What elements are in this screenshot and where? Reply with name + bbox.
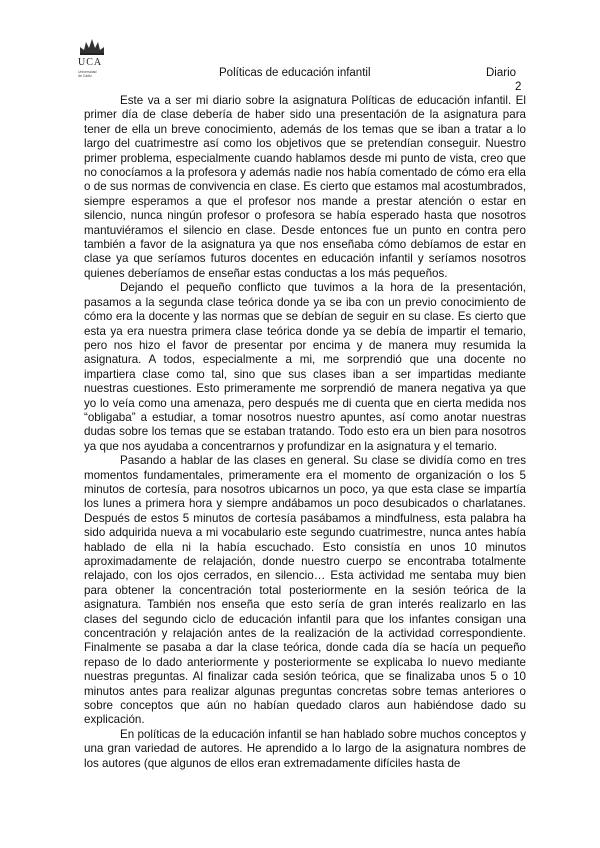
paragraph: En políticas de la educación infantil se han hablado sobre muchos conceptos y una gran variedad de autores. He aprendido a lo largo de la asignatura nombres de los autores (que algunos de ellos eran extremadamente difíciles hasta de xyxy=(84,727,526,770)
paragraph: Dejando el pequeño conflicto que tuvimos a la hora de la presentación, pasamos a la segunda clase teórica donde ya se iba con un previo conocimiento de cómo era la docente y las normas que se debían de seguir en su clase. Es cierto que esta ya era nuestra primera clase teórica donde ya se debía de impartir el temario, pero nos hizo el favor de presentar por encima y de manera muy resumida la asignatura. A todos, especialmente a mi, me sorprendió que una docente no impartiera clase como tal, sino que sus clases iban a ser impartidas mediante nuestras cuestiones. Esto primeramente me sorprendió de manera negativa ya que yo lo veía como una amenaza, pero después me di cuenta que en cierta medida nos “obligaba” a estudiar, a tomar nosotros nuestro apuntes, así como anotar nuestras dudas sobre los temas que se estaban tratando. Todo esto era un bien para nosotros ya que nos ayudaba a concentrarnos y profundizar en la asignatura y el temario. xyxy=(84,281,526,453)
crown-icon xyxy=(77,38,107,56)
document-body xyxy=(84,94,526,771)
page-number: 2 xyxy=(515,81,522,93)
logo-subtext: Universidad de Cádiz xyxy=(78,70,97,78)
paragraph: Pasando a hablar de las clases en general. Su clase se dividía como en tres momentos fundamentales, primeramente era el momento de organización o los 5 minutos de cortesía, para nosotros ubicarnos un poco, ya que esta clase se impartía los lunes a primera hora y siempre andábamos un poco desubicados o charlatanes. Después de estos 5 minutos de cortesía pasábamos a mindfulness, esta palabra ha sido adquirida nueva a mi vocabulario este segundo cuatrimestre, nunca antes había hablado de ella ni la había escuchado. Esto consistía en unos 10 minutos aproximadamente de relajación, donde nuestro cuerpo se encontraba totalmente relajado, con los ojos cerrados, en silencio… Esta actividad me sentaba muy bien para obtener la concentración total posteriormente en la sesión teórica de la asignatura. También nos enseña que esto sería de gran interés realizarlo en las clases del segundo ciclo de educación infantil para que los infantes consigan una concentración y relajación antes de la realización de la actividad correspondiente. Finalmente se pasaba a dar la clase teórica, donde cada día se hacía un pequeño repaso de lo dado anteriormente y posteriormente se explicaba lo nuevo mediante nuestras preguntas. Al finalizar cada sesión teórica, que se finalizaba unos 5 o 10 minutos antes para realizar algunas preguntas concretas sobre temas anteriores o sobre conceptos que aún no habían quedado claros aun habiéndose dado su explicación. xyxy=(84,454,526,727)
logo-text: UCA xyxy=(78,57,103,68)
header-title: Políticas de educación infantil xyxy=(219,67,371,79)
paragraph: Este va a ser mi diario sobre la asignatura Políticas de educación infantil. El primer día de clase debería de haber sido una presentación de la asignatura para tener de ella un breve conocimiento, además de los temas que se iban a tratar a lo largo del cuatrimestre así como los objetivos que se pretendían conseguir. Nuestro primer problema, especialmente cuando hablamos desde mi punto de vista, creo que no conocíamos a la profesora y además nadie nos había comentado de cómo era ella o de sus normas de convivencia en clase. Es cierto que estamos mal acostumbrados, siempre esperamos a que el profesor nos mande a prestar atención o estar en silencio, nunca ningún profesor o profesora se había esperado hasta que nosotros mantuviéramos el silencio en clase. Desde entonces fue un punto en contra pero también a favor de la asignatura ya que nos enseñaba cómo debíamos de estar en clase ya que seríamos futuros docentes en educación infantil y seríamos nosotros quienes deberíamos de enseñar estas conductas a los más pequeños. xyxy=(84,94,526,280)
university-logo xyxy=(74,38,114,82)
header-section-label: Diario xyxy=(486,67,517,79)
